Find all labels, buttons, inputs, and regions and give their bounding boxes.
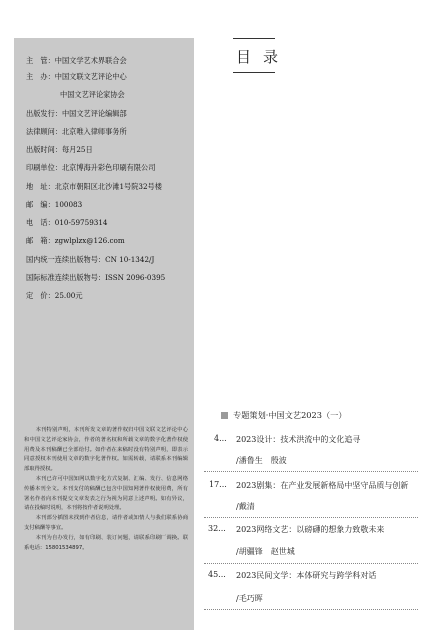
masthead-value: 25.00元 bbox=[54, 291, 83, 300]
masthead-value: 北京博海升彩色印刷有限公司 bbox=[61, 163, 156, 172]
masthead-value: 中国文学艺术界联合会 bbox=[54, 56, 127, 65]
masthead-row bbox=[26, 236, 125, 245]
masthead-label: 地 址： bbox=[26, 182, 55, 191]
toc-entry-title[interactable]: 2023民间文学：本体研究与跨学科对话 bbox=[236, 571, 377, 580]
toc-entry-title[interactable]: 2023剧集：在产业发展新格局中坚守品质与创新 bbox=[236, 481, 409, 490]
section-heading bbox=[221, 410, 347, 421]
toc-page-number: 4... bbox=[214, 434, 227, 443]
section-heading-text: 专题策划·中国文艺2023（一） bbox=[233, 410, 347, 420]
masthead-label: 主 管： bbox=[26, 56, 55, 65]
toc-entry-author: /毛巧晖 bbox=[236, 594, 263, 603]
masthead-row bbox=[26, 127, 127, 136]
toc-divider bbox=[204, 609, 418, 610]
masthead-value: 100083 bbox=[54, 200, 83, 209]
toc-page-number: 32... bbox=[208, 524, 226, 533]
masthead-row bbox=[26, 109, 127, 118]
masthead-row bbox=[26, 145, 93, 154]
masthead-label: 邮 箱： bbox=[26, 236, 55, 245]
masthead-value: 中国文艺评论家协会 bbox=[60, 90, 125, 99]
masthead-label: 国际标准连续出版物号： bbox=[26, 273, 106, 282]
masthead-row bbox=[26, 218, 108, 227]
masthead-label: 国内统一连续出版物号： bbox=[26, 255, 106, 264]
masthead-value: 北京市朝阳区北沙滩1号院32号楼 bbox=[54, 182, 162, 191]
masthead-label: 出版发行： bbox=[26, 109, 62, 118]
masthead-label: 定 价： bbox=[26, 291, 55, 300]
toc-divider bbox=[204, 471, 418, 472]
masthead-row bbox=[26, 182, 162, 191]
toc-entry-author: /胡疆锋 赵世城 bbox=[236, 547, 295, 556]
masthead-row bbox=[26, 72, 127, 81]
masthead-label: 出版时间： bbox=[26, 145, 62, 154]
copyright-notice bbox=[24, 426, 188, 553]
toc-divider bbox=[204, 517, 418, 518]
toc-title-rule-top bbox=[233, 38, 275, 39]
masthead-label: 印刷单位： bbox=[26, 163, 62, 172]
masthead-label: 邮 编： bbox=[26, 200, 55, 209]
masthead-panel bbox=[14, 38, 194, 630]
masthead-row bbox=[26, 291, 83, 300]
masthead-label: 主 办： bbox=[26, 72, 55, 81]
notice-paragraph: 本刊部分插图未找到作者信息，请作者或知情人与我们联系协商支付稿酬等事宜。 bbox=[24, 515, 188, 531]
masthead-value: CN 10-1342/J bbox=[105, 255, 155, 264]
toc-entry-author: /戴清 bbox=[236, 502, 255, 511]
masthead-row bbox=[26, 200, 82, 209]
masthead-value: 中国文艺评论编辑部 bbox=[61, 109, 127, 118]
masthead-value: 每月25日 bbox=[61, 145, 93, 154]
masthead-label: 法律顾问： bbox=[26, 127, 62, 136]
masthead-label: 电 话： bbox=[26, 218, 55, 227]
square-bullet-icon bbox=[221, 412, 228, 419]
masthead-value: 北京唯入律师事务所 bbox=[61, 127, 127, 136]
toc-entry-title[interactable]: 2023网络文艺：以磅礴的想象力致敬未来 bbox=[236, 525, 385, 534]
notice-paragraph: 本刊特别声明，本刊所发文章的著作权归中国文联文艺评论中心和中国文艺评论家协会，作者的著名权和所载文章的数字化著作权使用费及本刊稿酬已全部给付。如作者在来稿时没有特别声明，即表示同意授权本刊使用文章的数字化著作权。如需转载，请联系本刊编辑部取得授权。 bbox=[24, 427, 188, 473]
toc-title-rule-bottom bbox=[233, 72, 275, 73]
notice-paragraph: 本刊为自办发行，如有印刷、装订问题，请联系印刷厂调换。联系电话：15801534897。 bbox=[24, 534, 188, 551]
toc-title: 目录 bbox=[236, 48, 291, 66]
masthead-row bbox=[26, 56, 127, 65]
toc-entry-author: /潘鲁生 殷波 bbox=[236, 456, 287, 465]
masthead-value: zgwlplzx@126.com bbox=[54, 236, 125, 245]
masthead-row bbox=[26, 163, 155, 172]
toc-page-number: 17... bbox=[209, 480, 227, 489]
toc-divider bbox=[204, 563, 418, 564]
toc-entry-title[interactable]: 2023设计：技术洪流中的文化追寻 bbox=[236, 435, 361, 444]
masthead-value: 中国文联文艺评论中心 bbox=[54, 72, 127, 81]
masthead-row bbox=[26, 255, 154, 264]
toc-page-number: 45... bbox=[208, 570, 226, 579]
masthead-row bbox=[60, 90, 125, 99]
masthead-row bbox=[26, 273, 165, 282]
masthead-value: ISSN 2096-0395 bbox=[105, 273, 166, 282]
notice-paragraph: 本刊已许可中国知网以数字化方式复制、汇编、发行、信息网络传播本刊全文。本刊支付的稿酬已包含中国知网著作权使用费，所有署名作者向本刊提交文章发表之行为视为同意上述声明。如有异议，请在投稿时说明，本刊将按作者说明处理。 bbox=[24, 475, 188, 512]
masthead-value: 010-59759314 bbox=[54, 218, 108, 227]
